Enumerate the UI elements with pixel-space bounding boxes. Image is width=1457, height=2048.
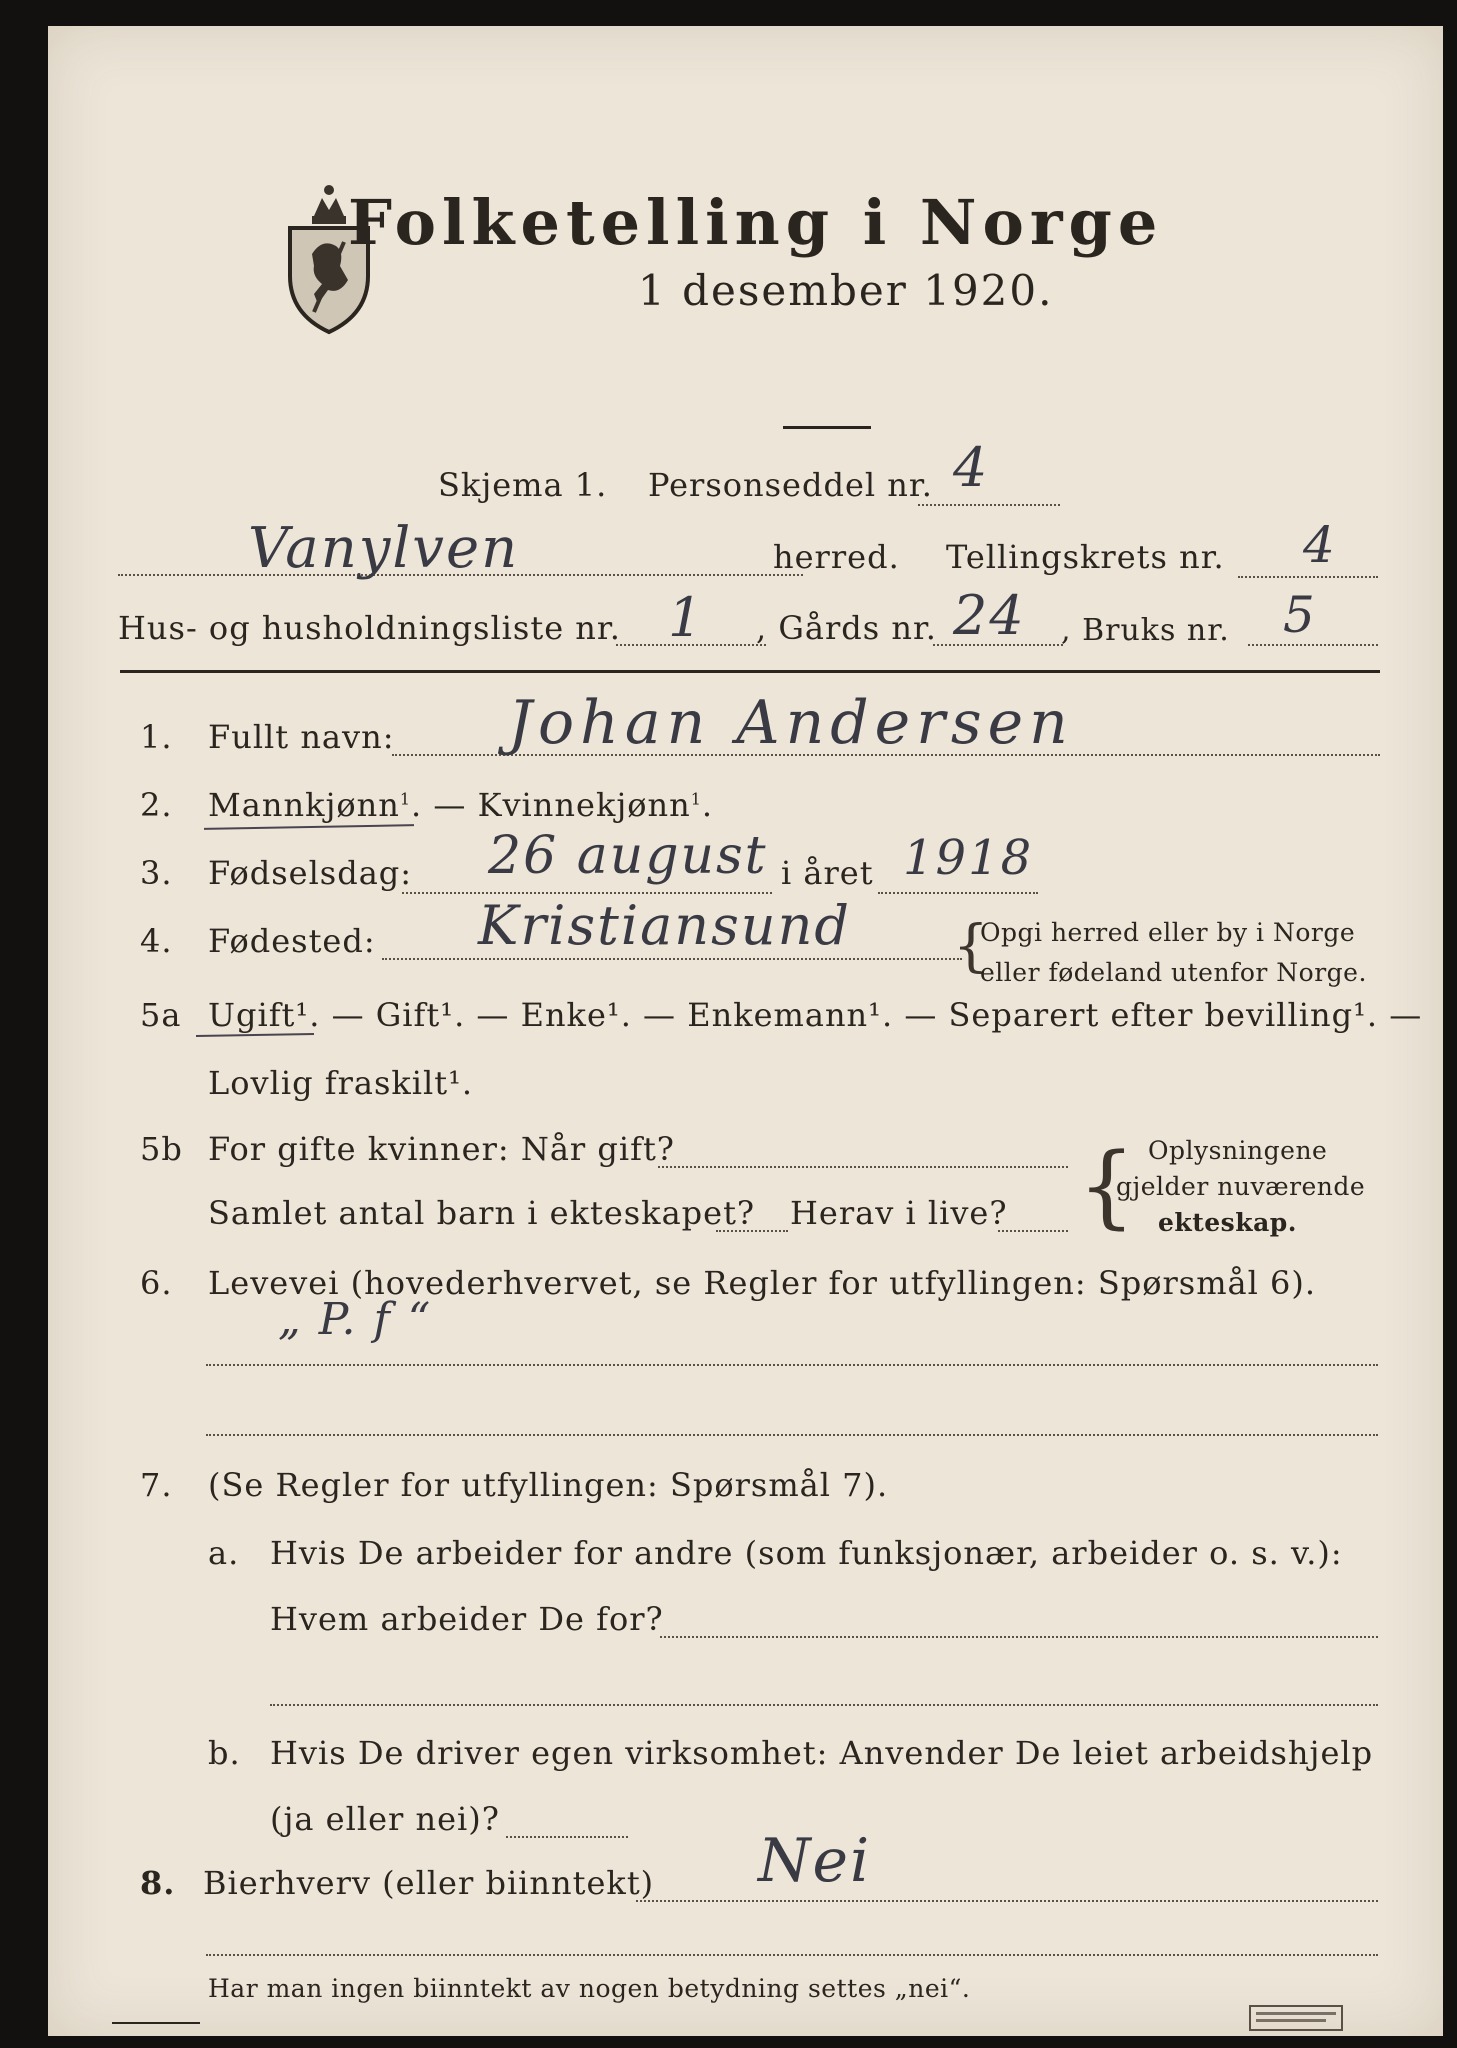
q4-field-line <box>382 958 962 960</box>
q4-note-line2: eller fødeland utenfor Norge. <box>980 958 1367 987</box>
q5a-number: 5a <box>140 996 182 1034</box>
gards-value: 24 <box>953 584 1026 647</box>
q6-field-line-2 <box>206 1434 1378 1436</box>
q2-options: Mannkjønn$^1$. — Kvinnekjønn$^1$. <box>208 786 714 824</box>
bruks-value: 5 <box>1283 586 1317 644</box>
form-title: Folketelling i Norge <box>348 186 1164 259</box>
herred-label: herred. <box>773 538 900 576</box>
footer-note: Har man ingen biinntekt av nogen betydning settes „nei“. <box>208 1974 971 2003</box>
q3-year-field-line <box>878 892 1038 894</box>
q7a-employer-field-line <box>660 1636 1378 1638</box>
q5b-number: 5b <box>140 1130 183 1168</box>
tellingskrets-value: 4 <box>1303 516 1337 574</box>
personseddel-field-line <box>918 504 1060 506</box>
gards-label: , Gårds nr. <box>756 609 937 647</box>
q4-note-line1: Opgi herred eller by i Norge <box>980 918 1356 947</box>
printer-mark-icon <box>1248 2004 1344 2032</box>
q4-label: Fødested: <box>208 922 376 960</box>
q5b-note-line2: gjelder nuværende <box>1116 1172 1366 1201</box>
q7a-letter: a. <box>208 1534 240 1572</box>
q7a-employer-label: Hvem arbeider De for? <box>270 1600 664 1638</box>
census-date: 1 desember 1920. <box>638 266 1054 315</box>
q8-number: 8. <box>140 1864 176 1902</box>
full-name-value: Johan Andersen <box>508 688 1074 758</box>
q5b-married-field-line <box>658 1166 1068 1168</box>
q4-number: 4. <box>140 922 173 960</box>
birthplace-value: Kristiansund <box>478 894 851 957</box>
q7-number: 7. <box>140 1466 173 1504</box>
q7b-letter: b. <box>208 1734 241 1772</box>
q5b-note-brace: { <box>1078 1134 1136 1239</box>
q7b-yes-no-label: (ja eller nei)? <box>270 1800 500 1838</box>
q3-number: 3. <box>140 854 173 892</box>
q5b-children-field-line <box>716 1230 788 1232</box>
schema-label: Skjema 1. <box>438 466 608 504</box>
personseddel-value: 4 <box>953 436 990 499</box>
q5b-married-label: For gifte kvinner: Når gift? <box>208 1130 675 1168</box>
secondary-income-value: Nei <box>758 1826 872 1896</box>
q2-female-option: Kvinnekjønn <box>477 786 691 824</box>
q1-label: Fullt navn: <box>208 718 395 756</box>
birth-day-value: 26 august <box>488 826 768 886</box>
q8-field-line <box>636 1900 1378 1902</box>
q5b-children-label: Samlet antal barn i ekteskapet? <box>208 1194 756 1232</box>
q2-male-option: Mannkjønn <box>208 786 400 824</box>
footnote-rule <box>112 2022 200 2024</box>
q5a-options-line1: Ugift¹. — Gift¹. — Enke¹. — Enkemann¹. — Separert efter bevilling¹. — <box>208 996 1423 1034</box>
q4-note-brace: { <box>953 914 989 979</box>
q2-number: 2. <box>140 786 173 824</box>
personseddel-label: Personseddel nr. <box>648 466 933 504</box>
q7-label: (Se Regler for utfyllingen: Spørsmål 7). <box>208 1466 889 1504</box>
q6-number: 6. <box>140 1264 173 1302</box>
q5b-alive-field-line <box>998 1230 1068 1232</box>
q5b-note-line1: Oplysningene <box>1148 1136 1328 1165</box>
bruks-label: , Bruks nr. <box>1061 613 1230 648</box>
q5a-options-line2: Lovlig fraskilt¹. <box>208 1064 474 1102</box>
q1-number: 1. <box>140 718 173 756</box>
q6-field-line-1 <box>206 1364 1378 1366</box>
q5b-alive-label: Herav i live? <box>790 1194 1008 1232</box>
title-divider <box>783 426 871 429</box>
male-underline-mark <box>204 824 414 830</box>
q3-label: Fødselsdag: <box>208 854 413 892</box>
header-divider <box>120 670 1380 673</box>
q6-label: Levevei (hovederhvervet, se Regler for utfyllingen: Spørsmål 6). <box>208 1264 1317 1302</box>
herred-value: Vanylven <box>248 516 520 581</box>
q3-year-label: i året <box>781 854 874 892</box>
q7a-question: Hvis De arbeider for andre (som funksjonær, arbeider o. s. v.): <box>270 1534 1343 1572</box>
husholdningsliste-label: Hus- og husholdningsliste nr. <box>118 609 621 647</box>
tellingskrets-field-line <box>1238 576 1378 578</box>
q8-extra-field-line <box>206 1954 1378 1956</box>
bruks-field-line <box>1248 644 1378 646</box>
tellingskrets-label: Tellingskrets nr. <box>946 538 1225 576</box>
census-form-page <box>48 26 1443 2036</box>
q7a-extra-field-line <box>270 1704 1378 1706</box>
birth-year-value: 1918 <box>903 830 1034 886</box>
q7b-question: Hvis De driver egen virksomhet: Anvender De leiet arbeidshjelp <box>270 1734 1374 1772</box>
occupation-value: „ P. f “ <box>278 1294 433 1345</box>
husholdningsliste-value: 1 <box>668 586 705 649</box>
q7b-field-line <box>506 1836 628 1838</box>
q8-label: Bierhverv (eller biinntekt) <box>203 1864 655 1902</box>
q5b-note-line3: ekteskap. <box>1158 1208 1297 1237</box>
